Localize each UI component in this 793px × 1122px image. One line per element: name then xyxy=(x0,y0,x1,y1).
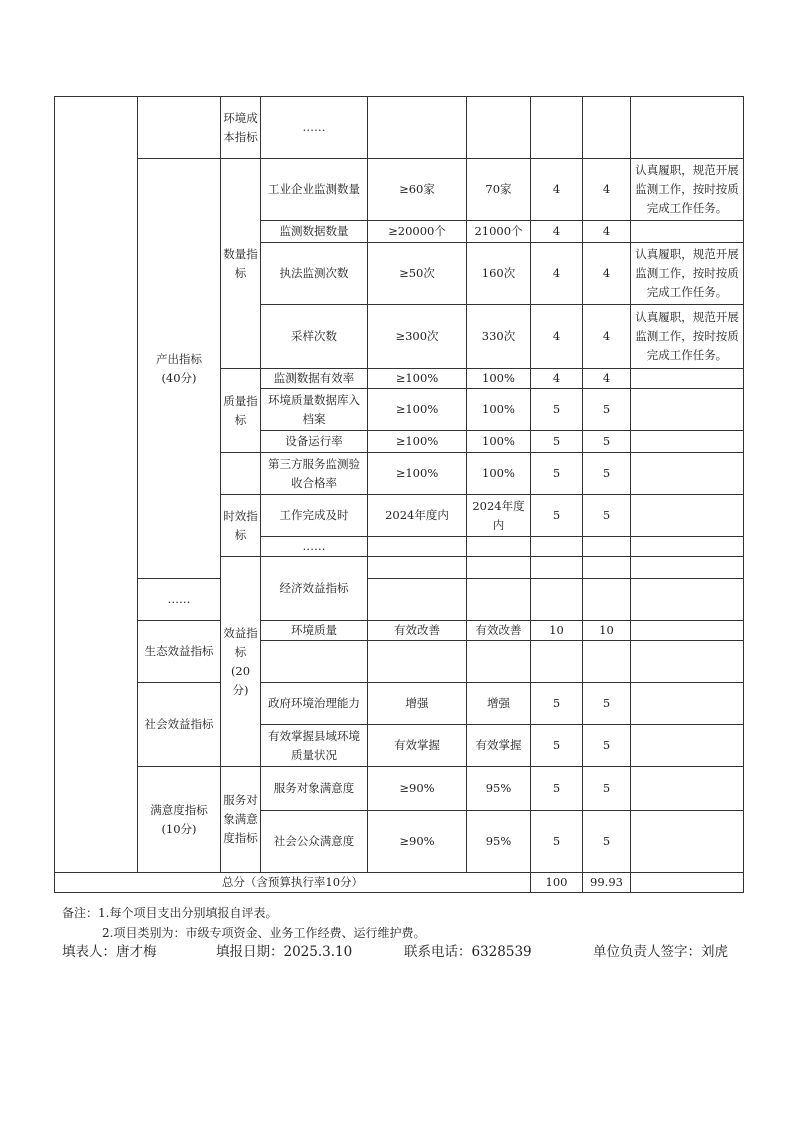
satisfaction-indicator-label: 满意度指标 (10分) xyxy=(138,767,221,873)
benefit-indicator-label: 效益指标 (20分) xyxy=(221,557,261,767)
weight-value: 4 xyxy=(531,221,583,243)
weight-value: 5 xyxy=(531,453,583,495)
weight-value: 10 xyxy=(531,621,583,641)
actual-value: 95% xyxy=(467,811,531,873)
actual-value: 21000个 xyxy=(467,221,531,243)
level2-blank-cell xyxy=(138,97,221,159)
output-indicator-label: 产出指标 (40分) xyxy=(138,159,221,579)
score-value: 10 xyxy=(583,621,631,641)
target-value: 增强 xyxy=(368,683,467,725)
weight-value: 5 xyxy=(531,811,583,873)
deviation-note: 认真履职，规范开展监测工作，按时按质完成工作任务。 xyxy=(631,305,744,369)
indicator-name: 监测数据数量 xyxy=(261,221,368,243)
total-row xyxy=(55,873,744,893)
target-value: ≥20000个 xyxy=(368,221,467,243)
score-value: 5 xyxy=(583,431,631,453)
weight-value: 4 xyxy=(531,243,583,305)
weight-value: 5 xyxy=(531,389,583,431)
actual-value: 100% xyxy=(467,453,531,495)
quality-indicator-label: 质量指标 xyxy=(221,369,261,453)
actual-value: 2024年度内 xyxy=(467,495,531,537)
target-value: ≥50次 xyxy=(368,243,467,305)
target-value: 2024年度内 xyxy=(368,495,467,537)
weight-value: 4 xyxy=(531,159,583,221)
actual-value: 100% xyxy=(467,431,531,453)
target-value: ≥90% xyxy=(368,767,467,811)
score-value: 4 xyxy=(583,243,631,305)
total-score: 99.93 xyxy=(583,873,631,893)
actual-value: 有效掌握 xyxy=(467,725,531,767)
quantity-indicator-label: 数量指标 xyxy=(221,159,261,369)
score-value: 5 xyxy=(583,453,631,495)
target-value: ≥90% xyxy=(368,811,467,873)
score-value: 5 xyxy=(583,767,631,811)
remarks xyxy=(62,903,425,943)
weight-value: 5 xyxy=(531,431,583,453)
target-value: ≥100% xyxy=(368,369,467,389)
ecological-indicator-label: 生态效益指标 xyxy=(138,621,221,683)
actual-value: 330次 xyxy=(467,305,531,369)
actual-value: 70家 xyxy=(467,159,531,221)
remark-line-1: 备注：1.每个项目支出分别填报自评表。 xyxy=(62,906,278,920)
weight-value: 5 xyxy=(531,683,583,725)
score-value: 5 xyxy=(583,811,631,873)
indicator-name: 政府环境治理能力 xyxy=(261,683,368,725)
target-value: ≥300次 xyxy=(368,305,467,369)
score-value: 5 xyxy=(583,683,631,725)
actual-value: 95% xyxy=(467,767,531,811)
table-row xyxy=(55,767,744,811)
target-value: ≥100% xyxy=(368,389,467,431)
actual-value: 100% xyxy=(467,369,531,389)
env-cost-label: 环境成本指标 xyxy=(221,97,261,159)
level1-indicator-cell xyxy=(55,97,138,873)
total-label: 总分（含预算执行率10分） xyxy=(55,873,531,893)
timeliness-indicator-label: 时效指标 xyxy=(221,495,261,557)
table-row xyxy=(55,579,744,621)
target-value: 有效掌握 xyxy=(368,725,467,767)
indicator-name: 监测数据有效率 xyxy=(261,369,368,389)
table-row xyxy=(55,683,744,725)
weight-value: 5 xyxy=(531,495,583,537)
weight-value: 5 xyxy=(531,725,583,767)
contact-phone: 联系电话：6328539 xyxy=(404,944,532,960)
actual-value: 100% xyxy=(467,389,531,431)
score-value: 5 xyxy=(583,389,631,431)
indicator-name: 环境质量数据库入档案 xyxy=(261,389,368,431)
social-indicator-label: 社会效益指标 xyxy=(138,683,221,767)
indicator-name: 设备运行率 xyxy=(261,431,368,453)
target-value: ≥60家 xyxy=(368,159,467,221)
table-row xyxy=(55,97,744,159)
weight-value: 5 xyxy=(531,767,583,811)
economic-indicator-label: 经济效益指标 xyxy=(261,557,368,621)
indicator-name: 环境质量 xyxy=(261,621,368,641)
deviation-note: 认真履职，规范开展监测工作，按时按质完成工作任务。 xyxy=(631,243,744,305)
weight-value: 4 xyxy=(531,369,583,389)
indicator-name: 服务对象满意度 xyxy=(261,767,368,811)
indicator-name: 第三方服务监测验收合格率 xyxy=(261,453,368,495)
indicator-name: 有效掌握县域环境质量状况 xyxy=(261,725,368,767)
total-weight: 100 xyxy=(531,873,583,893)
score-value: 4 xyxy=(583,305,631,369)
indicator-name: 工业企业监测数量 xyxy=(261,159,368,221)
score-value: 4 xyxy=(583,369,631,389)
indicator-name: 社会公众满意度 xyxy=(261,811,368,873)
remark-line-2: 2.项目类别为：市级专项资金、业务工作经费、运行维护费。 xyxy=(102,926,426,940)
target-value: 有效改善 xyxy=(368,621,467,641)
indicator-name: 工作完成及时 xyxy=(261,495,368,537)
filler-name: 填表人：唐才梅 xyxy=(62,944,157,960)
economic-item: …… xyxy=(138,579,221,621)
weight-value: 4 xyxy=(531,305,583,369)
indicator-name: …… xyxy=(261,537,368,557)
table-row xyxy=(55,159,744,221)
indicator-name: 采样次数 xyxy=(261,305,368,369)
table-row xyxy=(55,621,744,641)
actual-value: 增强 xyxy=(467,683,531,725)
deviation-note: 认真履职，规范开展监测工作，按时按质完成工作任务。 xyxy=(631,159,744,221)
fill-date: 填报日期：2025.3.10 xyxy=(216,944,353,960)
actual-value: 160次 xyxy=(467,243,531,305)
score-value: 4 xyxy=(583,159,631,221)
target-value: ≥100% xyxy=(368,431,467,453)
unit-head-signature: 单位负责人签字：刘虎 xyxy=(593,944,728,960)
actual-value: 有效改善 xyxy=(467,621,531,641)
deviation-note xyxy=(631,221,744,243)
indicator-name: 执法监测次数 xyxy=(261,243,368,305)
target-value: ≥100% xyxy=(368,453,467,495)
score-value: 5 xyxy=(583,725,631,767)
score-value: 4 xyxy=(583,221,631,243)
service-satisfaction-label: 服务对象满意度指标 xyxy=(221,767,261,873)
env-cost-item: …… xyxy=(261,97,368,159)
score-value: 5 xyxy=(583,495,631,537)
performance-table xyxy=(54,96,744,893)
